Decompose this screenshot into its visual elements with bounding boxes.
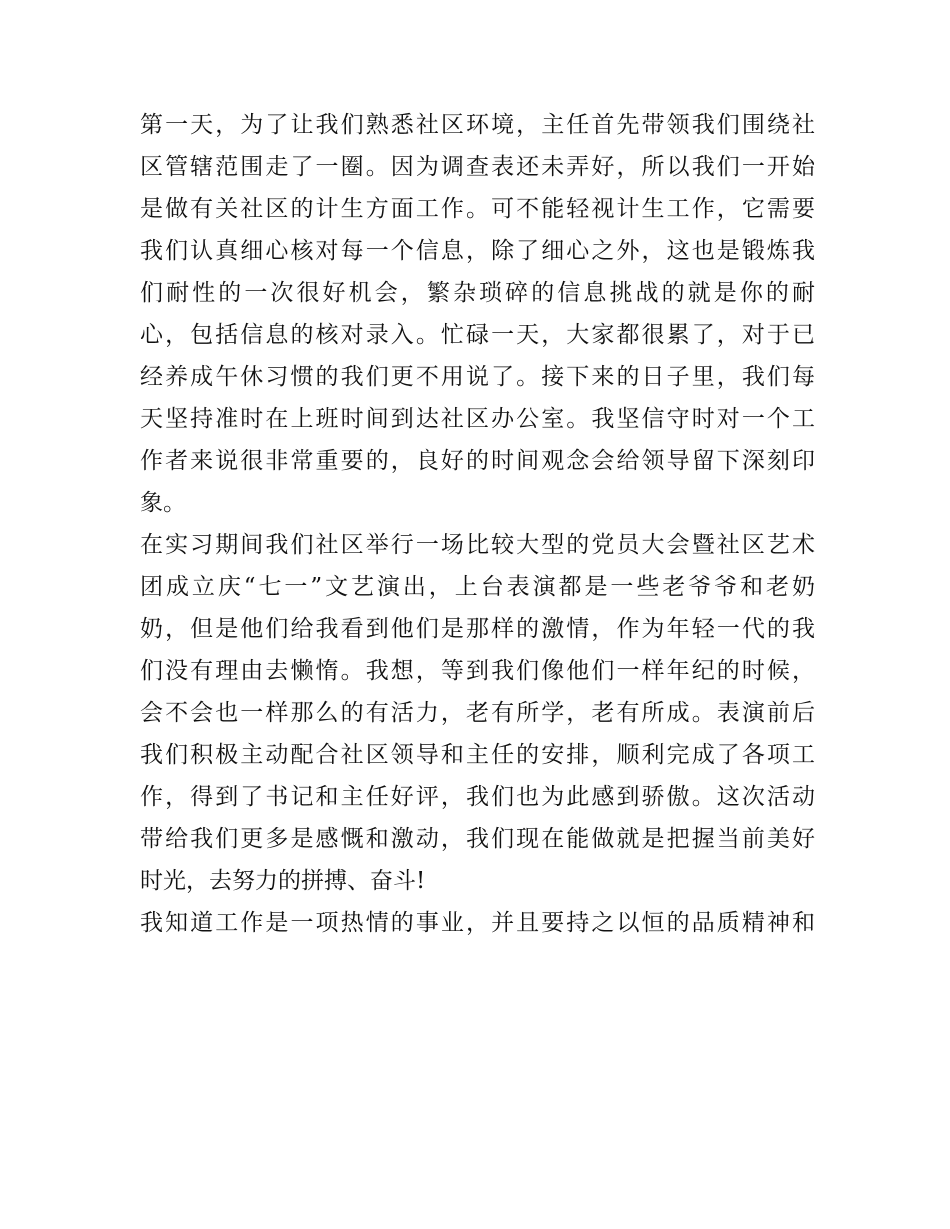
- text-line: 天坚持准时在上班时间到达社区办公室。我坚信守时对一个工: [140, 406, 815, 432]
- text-line: 们耐性的一次很好机会，繁杂琐碎的信息挑战的就是你的耐: [140, 280, 815, 306]
- text-line: 们没有理由去懒惰。我想，等到我们像他们一样年纪的时候，: [140, 658, 815, 684]
- text-line: 第一天，为了让我们熟悉社区环境，主任首先带领我们围绕社: [140, 112, 815, 138]
- text-line: 我们认真细心核对每一个信息，除了细心之外，这也是锻炼我: [140, 238, 815, 264]
- text-line: 会不会也一样那么的有活力，老有所学，老有所成。表演前后: [140, 700, 815, 726]
- text-line: 区管辖范围走了一圈。因为调查表还未弄好，所以我们一开始: [140, 154, 815, 180]
- text-line: 作者来说很非常重要的，良好的时间观念会给领导留下深刻印: [140, 448, 815, 474]
- text-line: 象。: [140, 490, 186, 516]
- text-line: 我知道工作是一项热情的事业，并且要持之以恒的品质精神和: [140, 910, 815, 936]
- text-line: 在实习期间我们社区举行一场比较大型的党员大会暨社区艺术: [140, 532, 815, 558]
- text-line: 时光，去努力的拼搏、奋斗!: [140, 868, 426, 894]
- text-line: 是做有关社区的计生方面工作。可不能轻视计生工作，它需要: [140, 196, 815, 222]
- text-line: 经养成午休习惯的我们更不用说了。接下来的日子里，我们每: [140, 364, 815, 390]
- text-line: 作，得到了书记和主任好评，我们也为此感到骄傲。这次活动: [140, 784, 815, 810]
- text-line: 心，包括信息的核对录入。忙碌一天，大家都很累了，对于已: [140, 322, 815, 348]
- text-line: 带给我们更多是感慨和激动，我们现在能做就是把握当前美好: [140, 826, 815, 852]
- text-line: 团成立庆“七一”文艺演出，上台表演都是一些老爷爷和老奶: [140, 574, 815, 600]
- text-line: 奶，但是他们给我看到他们是那样的激情，作为年轻一代的我: [140, 616, 815, 642]
- body-text: [140, 104, 815, 944]
- text-line: 我们积极主动配合社区领导和主任的安排，顺利完成了各项工: [140, 742, 815, 768]
